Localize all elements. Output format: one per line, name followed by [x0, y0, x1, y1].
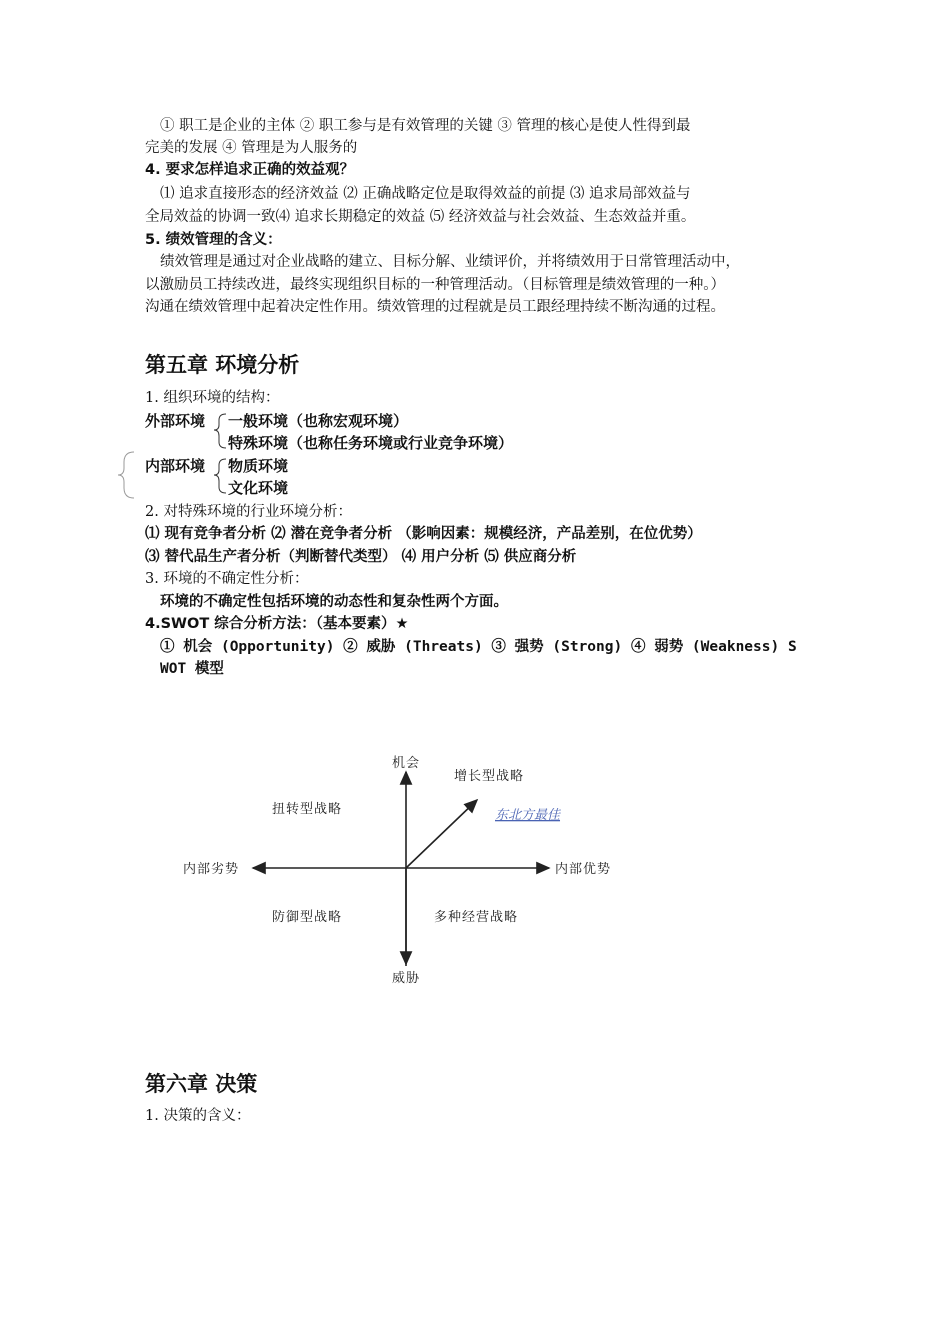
question-heading: 2. 对特殊环境的行业环境分析： [145, 504, 352, 520]
brace-icon [210, 457, 230, 495]
label-threat: 威胁 [391, 971, 421, 986]
material-env-label: 物质环境 [228, 457, 289, 475]
growth-arrow [406, 800, 477, 868]
text-line: ⑶ 替代品生产者分析（判断替代类型） ⑷ 用户分析 ⑸ 供应商分析 [145, 549, 577, 565]
text-line: ⑴ 追求直接形态的经济效益 ⑵ 正确战略定位是取得效益的前提 ⑶ 追求局部效益与 [160, 186, 691, 202]
text-line: 全局效益的协调一致⑷ 追求长期稳定的效益 ⑸ 经济效益与社会效益、生态效益并重。 [145, 209, 696, 225]
question-heading: 3. 环境的不确定性分析： [145, 571, 309, 587]
chapter-title: 第五章 环境分析 [145, 353, 300, 377]
culture-env-label: 文化环境 [228, 479, 289, 497]
internal-env-label: 内部环境 [145, 457, 206, 475]
swot-diagram [177, 750, 632, 988]
question-heading: 1. 决策的含义： [145, 1108, 251, 1124]
best-direction-link[interactable]: 东北方最佳 [495, 808, 561, 823]
brace-icon [116, 450, 138, 500]
general-env-label: 一般环境（也称宏观环境） [228, 412, 409, 430]
text-line: 以激励员工持续改进，最终实现组织目标的一种管理活动。（目标管理是绩效管理的一种。） [145, 277, 725, 293]
question-heading: 5. 绩效管理的含义： [145, 232, 282, 248]
label-defensive-strategy: 防御型战略 [272, 910, 343, 925]
text-line: WOT 模型 [160, 661, 224, 677]
text-line: 完美的发展 ④ 管理是为人服务的 [145, 140, 358, 156]
external-env-label: 外部环境 [145, 412, 206, 430]
text-line: ① 机会 (Opportunity) ② 威胁 (Threats) ③ 强势 (Strong) ④ 弱势 (Weakness) S [160, 639, 797, 655]
brace-icon [210, 412, 230, 450]
question-heading: 4.SWOT 综合分析方法：（基本要素）★ [145, 616, 409, 632]
question-heading: 1. 组织环境的结构： [145, 390, 280, 406]
label-diversification-strategy: 多种经营战略 [434, 910, 519, 925]
chapter-title: 第六章 决策 [145, 1072, 258, 1096]
text-line: 绩效管理是通过对企业战略的建立、目标分解、业绩评价，并将绩效用于日常管理活动中， [160, 254, 740, 270]
text-line: ⑴ 现有竞争者分析 ⑵ 潜在竞争者分析 （影响因素：规模经济，产品差别，在位优势） [145, 526, 702, 542]
swot-chart [177, 750, 632, 988]
label-turnaround-strategy: 扭转型战略 [272, 802, 343, 817]
question-heading: 4. 要求怎样追求正确的效益观？ [145, 162, 355, 178]
text-line: 沟通在绩效管理中起着决定性作用。绩效管理的过程就是员工跟经理持续不断沟通的过程。 [145, 299, 725, 315]
text-line: 环境的不确定性包括环境的动态性和复杂性两个方面。 [160, 594, 508, 610]
label-opportunity: 机会 [391, 756, 421, 771]
label-strength: 内部优势 [555, 862, 612, 877]
label-growth-strategy: 增长型战略 [454, 769, 525, 784]
special-env-label: 特殊环境（也称任务环境或行业竞争环境） [228, 434, 514, 452]
text-line: ① 职工是企业的主体 ② 职工参与是有效管理的关键 ③ 管理的核心是使人性得到最 [160, 118, 691, 134]
label-weakness: 内部劣势 [183, 862, 240, 877]
